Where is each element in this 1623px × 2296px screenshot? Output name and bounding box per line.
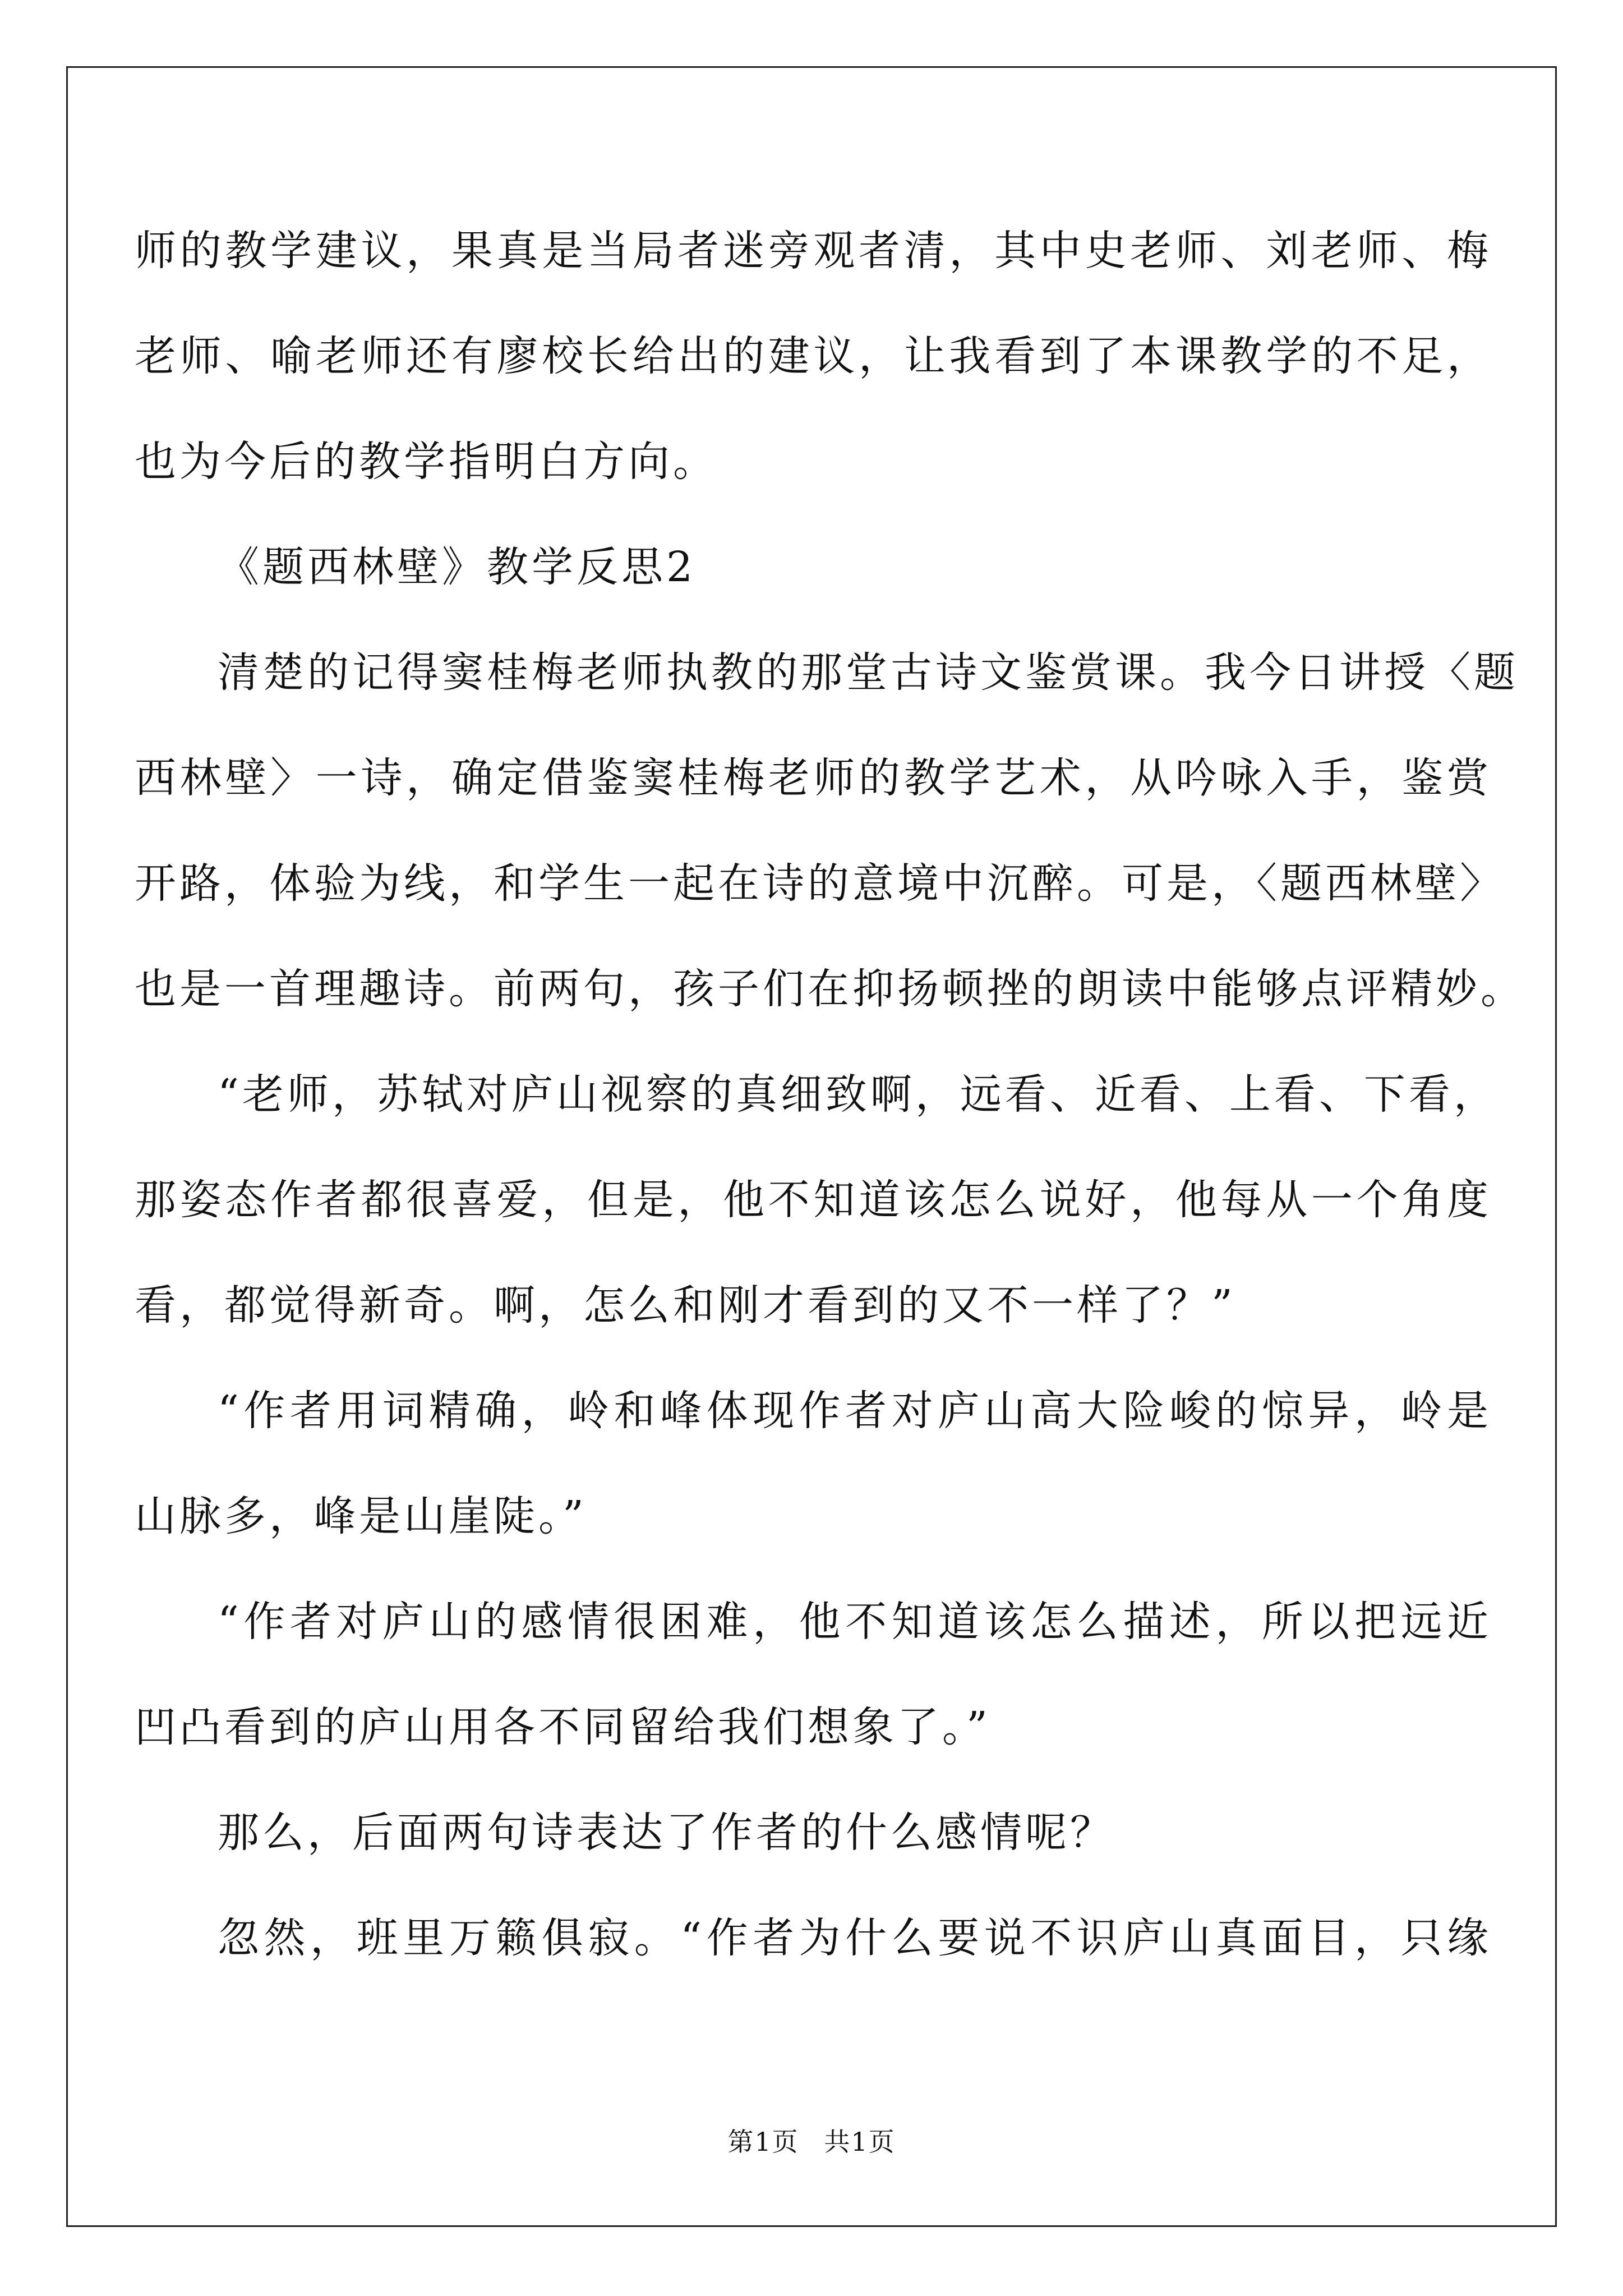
text-line-8: 也是一首理趣诗。前两句，孩子们在抑扬顿挫的朗读中能够点评精妙。 [135,965,1525,1013]
text-line-3: 也为今后的教学指明白方向。 [135,438,718,486]
page-total: 共1页 [824,2127,896,2157]
text-line-7: 开路，体验为线，和学生一起在诗的意境中沉醉。可是，〈题西林壁〉 [135,859,1505,908]
text-line-12: “作者用词精确，岭和峰体现作者对庐山高大险峻的惊异，岭是 [218,1387,1492,1435]
text-line-13: 山脉多，峰是山崖陡。” [135,1492,587,1540]
text-line-1: 师的教学建议，果真是当局者迷旁观者清，其中史老师、刘老师、梅 [135,227,1492,275]
text-line-6: 西林壁〉一诗，确定借鉴窦桂梅老师的教学艺术，从吟咏入手，鉴赏 [135,754,1492,802]
page-number: 第1页 [727,2127,799,2157]
page-border [66,66,1557,2227]
text-line-5: 清楚的记得窦桂梅老师执教的那堂古诗文鉴赏课。我今日讲授〈题 [218,648,1519,697]
text-line-17: 忽然，班里万籁俱寂。“作者为什么要说不识庐山真面目，只缘 [218,1914,1492,1962]
text-line-15: 凹凸看到的庐山用各不同留给我们想象了。” [135,1703,991,1751]
text-line-11: 看，都觉得新奇。啊，怎么和刚才看到的又不一样了？” [135,1281,1236,1329]
text-line-14: “作者对庐山的感情很困难，他不知道该怎么描述，所以把远近 [218,1598,1492,1646]
text-line-16: 那么，后面两句诗表达了作者的什么感情呢？ [218,1809,1115,1857]
text-line-2: 老师、喻老师还有廖校长给出的建议，让我看到了本课教学的不足， [135,332,1492,380]
text-line-9: “老师，苏轼对庐山视察的真细致啊，远看、近看、上看、下看， [218,1070,1498,1119]
section-heading: 《题西林壁》教学反思2 [218,543,697,591]
text-line-10: 那姿态作者都很喜爱，但是，他不知道该怎么说好，他每从一个角度 [135,1176,1492,1224]
page-footer [0,2125,1623,2159]
